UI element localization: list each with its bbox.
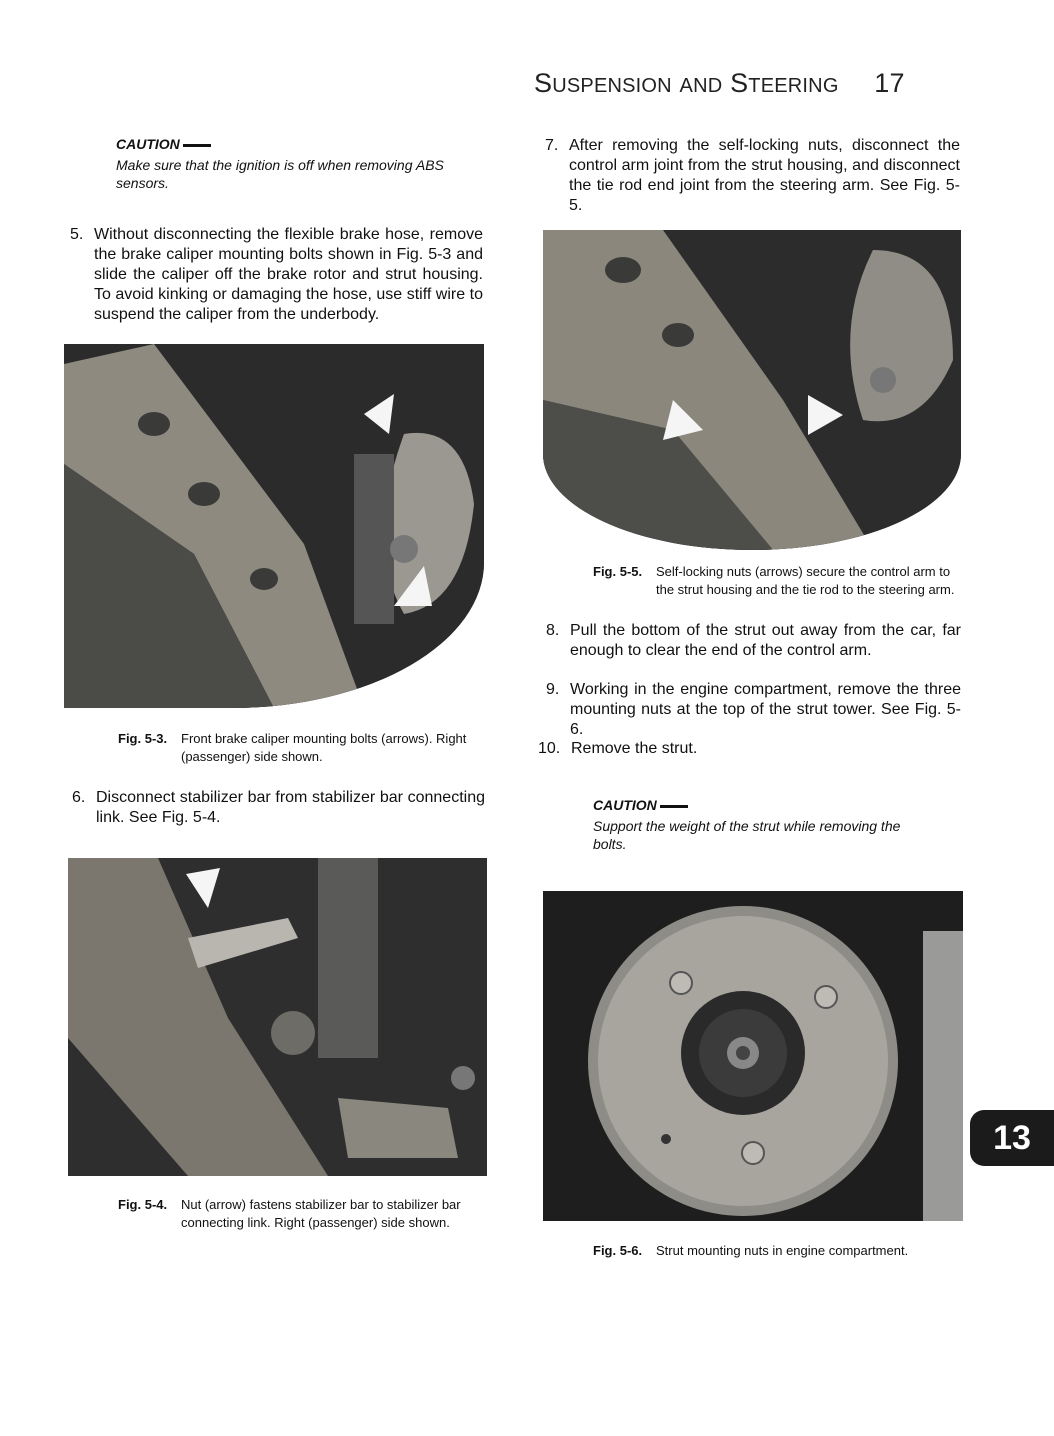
fig-5-5-photo [543, 230, 961, 550]
caution-bar-icon [183, 144, 211, 147]
step-6-number: 6. [72, 789, 86, 806]
fig-5-6-caption [593, 1242, 963, 1260]
header-s: S [534, 68, 553, 98]
header-uspension: USPENSION [552, 75, 672, 97]
caution-left-title-text: CAUTION [116, 136, 180, 152]
fig-5-5-label: Fig. 5-5. [593, 564, 643, 579]
step-9 [546, 680, 961, 740]
fig-5-4-photo [68, 858, 487, 1176]
fig-5-6-label: Fig. 5-6. [593, 1243, 643, 1258]
page-number: 17 [874, 68, 905, 98]
fig-5-6-photo [543, 891, 963, 1221]
step-8-text: Pull the bottom of the strut out away from the car, far enough to clear the end of the control arm. [570, 622, 961, 659]
caution-right-title-text: CAUTION [593, 797, 657, 813]
caution-right-text: Support the weight of the strut while removing the bolts. [593, 818, 901, 852]
fig-5-3-photo [64, 344, 484, 708]
caution-right [593, 797, 913, 853]
header-teering: TEERING [748, 75, 839, 97]
header-and: AND [679, 75, 723, 97]
fig-5-4-label: Fig. 5-4. [118, 1197, 168, 1212]
caution-right-title [593, 797, 913, 813]
step-7-number: 7. [545, 137, 559, 154]
caution-left [116, 136, 446, 192]
caution-left-text: Make sure that the ignition is off when removing ABS sensors. [116, 157, 444, 191]
step-9-number: 9. [546, 681, 560, 698]
step-7-text: After removing the self-locking nuts, disconnect the control arm joint from the strut housing, and disconnect the tie rod end joint from the steering arm. See Fig. 5-5. [569, 137, 960, 214]
fig-5-3-caption-text: Front brake caliper mounting bolts (arrows). Right (passenger) side shown. [181, 731, 467, 764]
step-10-number: 10. [538, 740, 561, 757]
fig-5-3-caption [118, 730, 486, 766]
header-st: S [730, 68, 749, 98]
fig-5-5-caption [593, 563, 963, 599]
fig-5-4-caption [118, 1196, 488, 1232]
step-10 [538, 739, 961, 759]
step-6 [72, 788, 485, 828]
fig-5-6-caption-text: Strut mounting nuts in engine compartment. [656, 1243, 909, 1258]
step-5-text: Without disconnecting the flexible brake hose, remove the brake caliper mounting bolts shown in Fig. 5-3 and slide the caliper off the brake rotor and strut housing. To avoid kinking or damaging the hose, use stiff wire to suspend the caliper from the underbody. [94, 226, 483, 323]
step-8 [546, 621, 961, 661]
page-header [534, 68, 905, 99]
fig-5-5-caption-text: Self-locking nuts (arrows) secure the control arm to the strut housing and the tie rod to the steering arm. [656, 564, 955, 597]
step-5 [70, 225, 483, 325]
step-5-number: 5. [70, 226, 84, 243]
step-9-text: Working in the engine compartment, remove the three mounting nuts at the top of the strut tower. See Fig. 5-6. [570, 681, 961, 738]
caution-left-title [116, 136, 446, 152]
fig-5-4-caption-text: Nut (arrow) fastens stabilizer bar to stabilizer bar connecting link. Right (passenger) side shown. [181, 1197, 461, 1230]
step-8-number: 8. [546, 622, 560, 639]
fig-5-3-label: Fig. 5-3. [118, 731, 168, 746]
step-6-text: Disconnect stabilizer bar from stabilizer bar connecting link. See Fig. 5-4. [96, 789, 485, 826]
step-10-text: Remove the strut. [571, 740, 698, 757]
section-tab: 13 [970, 1110, 1054, 1166]
caution-bar-icon [660, 805, 688, 808]
step-7 [545, 136, 960, 216]
